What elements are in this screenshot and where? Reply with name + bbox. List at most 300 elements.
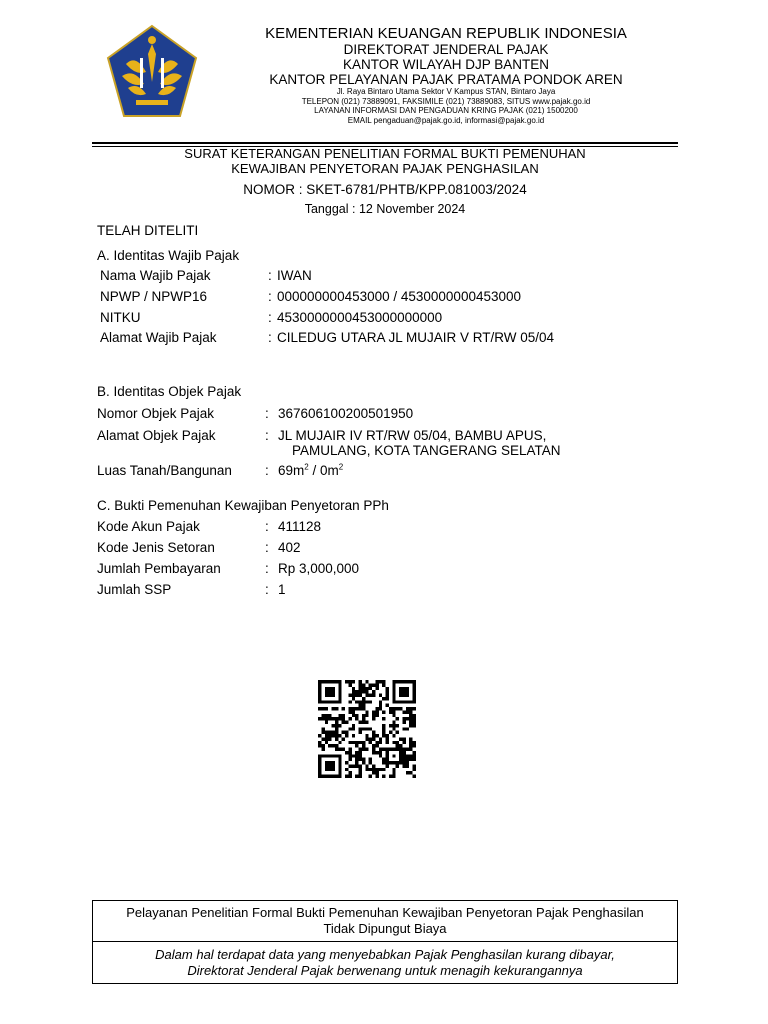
qr-module bbox=[352, 724, 355, 727]
qr-module bbox=[382, 680, 385, 683]
qr-module bbox=[362, 721, 365, 724]
qr-module bbox=[372, 744, 375, 747]
section-b-heading: B. Identitas Objek Pajak bbox=[97, 384, 242, 399]
qr-module bbox=[406, 748, 409, 751]
qr-module bbox=[359, 771, 362, 774]
document-number: NOMOR : SKET-6781/PHTB/KPP.081003/2024 bbox=[243, 182, 527, 197]
qr-module bbox=[379, 737, 382, 740]
qr-module bbox=[348, 775, 351, 778]
fee-notice-line2: Tidak Dipungut Biaya bbox=[323, 921, 447, 936]
qr-module bbox=[375, 771, 378, 774]
qr-module bbox=[359, 741, 362, 744]
qr-module bbox=[325, 700, 328, 703]
qr-module bbox=[392, 768, 395, 771]
qr-module bbox=[399, 761, 402, 764]
qr-module bbox=[338, 700, 341, 703]
qr-module bbox=[328, 744, 331, 747]
qr-module bbox=[365, 727, 368, 730]
qr-module bbox=[318, 758, 321, 761]
qr-module bbox=[352, 680, 355, 683]
qr-module bbox=[321, 727, 324, 730]
field-label: Kode Jenis Setoran bbox=[97, 540, 215, 555]
qr-module bbox=[355, 707, 358, 710]
qr-module bbox=[406, 700, 409, 703]
qr-module bbox=[325, 761, 328, 764]
qr-module bbox=[386, 754, 389, 757]
qr-module bbox=[386, 751, 389, 754]
qr-module bbox=[372, 771, 375, 774]
qr-module bbox=[386, 734, 389, 737]
qr-module bbox=[338, 683, 341, 686]
qr-module bbox=[332, 754, 335, 757]
disclaimer-line2: Direktorat Jenderal Pajak berwenang untuk menagih kekurangannya bbox=[187, 963, 583, 978]
qr-module bbox=[348, 758, 351, 761]
qr-module bbox=[413, 724, 416, 727]
field-label: Jumlah SSP bbox=[97, 582, 172, 597]
qr-module bbox=[396, 707, 399, 710]
qr-module bbox=[399, 687, 402, 690]
qr-module bbox=[399, 754, 402, 757]
qr-module bbox=[369, 768, 372, 771]
qr-module bbox=[386, 687, 389, 690]
qr-module bbox=[352, 694, 355, 697]
qr-module bbox=[413, 694, 416, 697]
qr-module bbox=[409, 717, 412, 720]
qr-module bbox=[399, 748, 402, 751]
qr-module bbox=[396, 741, 399, 744]
qr-module bbox=[332, 687, 335, 690]
qr-module bbox=[369, 741, 372, 744]
kemenkeu-logo bbox=[106, 24, 198, 120]
field-label: Nama Wajib Pajak bbox=[100, 268, 211, 283]
qr-module bbox=[413, 754, 416, 757]
qr-module bbox=[386, 764, 389, 767]
colon: : bbox=[268, 289, 272, 304]
qr-module bbox=[406, 687, 409, 690]
qr-module bbox=[321, 748, 324, 751]
qr-module bbox=[325, 754, 328, 757]
qr-module bbox=[402, 758, 405, 761]
qr-module bbox=[379, 768, 382, 771]
qr-module bbox=[355, 694, 358, 697]
qr-module bbox=[335, 737, 338, 740]
qr-module bbox=[342, 731, 345, 734]
qr-module bbox=[348, 700, 351, 703]
qr-module bbox=[369, 687, 372, 690]
qr-module bbox=[318, 694, 321, 697]
qr-module bbox=[399, 751, 402, 754]
qr-module bbox=[399, 744, 402, 747]
qr-module bbox=[348, 741, 351, 744]
qr-module bbox=[413, 744, 416, 747]
qr-module bbox=[325, 721, 328, 724]
superscript: 2 bbox=[304, 462, 309, 472]
qr-module bbox=[372, 751, 375, 754]
qr-module bbox=[332, 734, 335, 737]
qr-module bbox=[325, 687, 328, 690]
qr-module bbox=[325, 768, 328, 771]
qr-module bbox=[362, 744, 365, 747]
qr-module bbox=[409, 758, 412, 761]
qr-module bbox=[365, 721, 368, 724]
qr-module bbox=[389, 710, 392, 713]
qr-module bbox=[369, 775, 372, 778]
qr-module bbox=[359, 680, 362, 683]
qr-module bbox=[392, 727, 395, 730]
qr-module bbox=[332, 700, 335, 703]
qr-module bbox=[396, 748, 399, 751]
qr-module bbox=[382, 683, 385, 686]
field-value: Rp 3,000,000 bbox=[278, 561, 360, 576]
qr-module bbox=[321, 680, 324, 683]
qr-module bbox=[352, 734, 355, 737]
colon: : bbox=[268, 330, 272, 345]
qr-module bbox=[399, 680, 402, 683]
qr-module bbox=[396, 744, 399, 747]
qr-module bbox=[392, 680, 395, 683]
qr-module bbox=[392, 710, 395, 713]
field-label: Nomor Objek Pajak bbox=[97, 406, 215, 421]
qr-module bbox=[321, 731, 324, 734]
qr-module bbox=[345, 761, 348, 764]
qr-module bbox=[328, 717, 331, 720]
qr-module bbox=[328, 761, 331, 764]
qr-module bbox=[355, 764, 358, 767]
qr-module bbox=[375, 734, 378, 737]
qr-module bbox=[413, 775, 416, 778]
qr-module bbox=[335, 754, 338, 757]
qr-module bbox=[352, 707, 355, 710]
qr-module bbox=[375, 744, 378, 747]
qr-module bbox=[359, 731, 362, 734]
qr-module bbox=[362, 727, 365, 730]
qr-module bbox=[325, 775, 328, 778]
qr-module bbox=[413, 680, 416, 683]
qr-module bbox=[382, 710, 385, 713]
qr-module bbox=[338, 717, 341, 720]
colon: : bbox=[265, 428, 269, 443]
qr-module bbox=[338, 764, 341, 767]
qr-module bbox=[352, 690, 355, 693]
qr-module bbox=[325, 731, 328, 734]
qr-module bbox=[413, 700, 416, 703]
qr-module bbox=[392, 690, 395, 693]
qr-module bbox=[389, 707, 392, 710]
qr-module bbox=[362, 700, 365, 703]
qr-module bbox=[365, 710, 368, 713]
qr-module bbox=[332, 690, 335, 693]
qr-module bbox=[318, 683, 321, 686]
qr-module bbox=[375, 768, 378, 771]
qr-module bbox=[402, 690, 405, 693]
qr-module bbox=[409, 700, 412, 703]
qr-module bbox=[335, 744, 338, 747]
qr-module bbox=[372, 694, 375, 697]
qr-module bbox=[359, 690, 362, 693]
qr-module bbox=[321, 714, 324, 717]
qr-module bbox=[348, 694, 351, 697]
office-phone: TELEPON (021) 73889091, FAKSIMILE (021) 73889083, SITUS www.pajak.go.id bbox=[301, 96, 591, 106]
qr-module bbox=[409, 707, 412, 710]
qr-module bbox=[382, 761, 385, 764]
qr-module bbox=[382, 748, 385, 751]
separator: / bbox=[308, 463, 320, 478]
qr-module bbox=[402, 754, 405, 757]
field-label: NITKU bbox=[100, 310, 141, 325]
qr-module bbox=[382, 734, 385, 737]
colon: : bbox=[268, 310, 272, 325]
qr-module bbox=[389, 731, 392, 734]
qr-module bbox=[399, 737, 402, 740]
qr-module bbox=[338, 697, 341, 700]
qr-module bbox=[362, 717, 365, 720]
qr-module bbox=[355, 700, 358, 703]
qr-module bbox=[396, 764, 399, 767]
qr-module bbox=[409, 744, 412, 747]
qr-module bbox=[413, 751, 416, 754]
qr-module bbox=[338, 741, 341, 744]
qr-module bbox=[402, 680, 405, 683]
qr-module bbox=[382, 724, 385, 727]
qr-module bbox=[348, 707, 351, 710]
qr-module bbox=[318, 775, 321, 778]
qr-module bbox=[348, 727, 351, 730]
qr-module bbox=[409, 737, 412, 740]
qr-module bbox=[379, 700, 382, 703]
qr-module bbox=[355, 775, 358, 778]
qr-module bbox=[379, 694, 382, 697]
qr-module bbox=[386, 748, 389, 751]
qr-module bbox=[379, 741, 382, 744]
qr-module bbox=[402, 737, 405, 740]
field-value: 402 bbox=[278, 540, 301, 555]
qr-module bbox=[406, 690, 409, 693]
qr-module bbox=[396, 717, 399, 720]
field-label: NPWP / NPWP16 bbox=[100, 289, 208, 304]
qr-module bbox=[372, 734, 375, 737]
qr-module bbox=[342, 714, 345, 717]
qr-module bbox=[328, 680, 331, 683]
qr-module bbox=[318, 771, 321, 774]
qr-module bbox=[413, 717, 416, 720]
qr-module bbox=[332, 717, 335, 720]
field-value: 4530000000453000000000 bbox=[277, 310, 443, 325]
qr-module bbox=[409, 748, 412, 751]
qr-module bbox=[348, 717, 351, 720]
qr-module bbox=[335, 734, 338, 737]
qr-module bbox=[348, 710, 351, 713]
qr-module bbox=[369, 700, 372, 703]
colon: : bbox=[268, 268, 272, 283]
qr-module bbox=[328, 775, 331, 778]
qr-module bbox=[372, 717, 375, 720]
qr-module bbox=[369, 727, 372, 730]
colon: : bbox=[265, 463, 269, 478]
qr-module bbox=[342, 748, 345, 751]
qr-module bbox=[318, 680, 321, 683]
qr-module bbox=[409, 754, 412, 757]
qr-module bbox=[365, 714, 368, 717]
colon: : bbox=[265, 582, 269, 597]
qr-module bbox=[406, 717, 409, 720]
qr-module bbox=[382, 697, 385, 700]
qr-module bbox=[359, 683, 362, 686]
qr-module bbox=[348, 754, 351, 757]
qr-module bbox=[372, 731, 375, 734]
qr-module bbox=[399, 707, 402, 710]
qr-module bbox=[379, 754, 382, 757]
qr-module bbox=[392, 687, 395, 690]
colon: : bbox=[265, 406, 269, 421]
qr-module bbox=[389, 748, 392, 751]
qr-module bbox=[359, 700, 362, 703]
qr-module bbox=[375, 707, 378, 710]
qr-module bbox=[325, 734, 328, 737]
qr-module bbox=[355, 717, 358, 720]
qr-module bbox=[392, 724, 395, 727]
qr-module bbox=[369, 758, 372, 761]
qr-module bbox=[325, 714, 328, 717]
qr-module bbox=[325, 717, 328, 720]
qr-module bbox=[392, 714, 395, 717]
qr-module bbox=[406, 761, 409, 764]
qr-module bbox=[318, 764, 321, 767]
qr-module bbox=[402, 764, 405, 767]
field-label: Luas Tanah/Bangunan bbox=[97, 463, 232, 478]
qr-module bbox=[392, 761, 395, 764]
qr-module bbox=[359, 704, 362, 707]
qr-module bbox=[369, 694, 372, 697]
qr-module bbox=[396, 761, 399, 764]
qr-module bbox=[365, 768, 368, 771]
tax-office-name: KANTOR PELAYANAN PAJAK PRATAMA PONDOK AREN bbox=[269, 72, 623, 87]
qr-module bbox=[342, 707, 345, 710]
qr-module bbox=[386, 737, 389, 740]
disclaimer-box bbox=[92, 941, 678, 984]
qr-module bbox=[338, 771, 341, 774]
qr-module bbox=[335, 680, 338, 683]
qr-module bbox=[318, 717, 321, 720]
qr-module bbox=[389, 775, 392, 778]
qr-module bbox=[375, 683, 378, 686]
qr-module bbox=[348, 751, 351, 754]
qr-module bbox=[375, 680, 378, 683]
qr-module bbox=[389, 761, 392, 764]
qr-module bbox=[392, 754, 395, 757]
qr-module bbox=[362, 697, 365, 700]
qr-module bbox=[359, 707, 362, 710]
qr-module bbox=[321, 717, 324, 720]
section-a-heading: A. Identitas Wajib Pajak bbox=[97, 248, 240, 263]
qr-module bbox=[406, 727, 409, 730]
qr-module bbox=[365, 764, 368, 767]
qr-module bbox=[338, 734, 341, 737]
qr-module bbox=[382, 717, 385, 720]
qr-module bbox=[345, 734, 348, 737]
qr-module bbox=[332, 764, 335, 767]
qr-module bbox=[321, 707, 324, 710]
field-value: 1 bbox=[278, 582, 286, 597]
office-address: Jl. Raya Bintaro Utama Sektor V Kampus STAN, Bintaro Jaya bbox=[336, 87, 556, 96]
qr-module bbox=[328, 737, 331, 740]
qr-module bbox=[406, 707, 409, 710]
qr-module bbox=[348, 683, 351, 686]
qr-module bbox=[409, 680, 412, 683]
qr-module bbox=[338, 775, 341, 778]
qr-module bbox=[338, 768, 341, 771]
telah-diteliti-label: TELAH DITELITI bbox=[97, 223, 199, 238]
qr-module bbox=[332, 775, 335, 778]
qr-module bbox=[392, 775, 395, 778]
qr-module bbox=[355, 744, 358, 747]
qr-module bbox=[335, 748, 338, 751]
qr-module bbox=[409, 741, 412, 744]
qr-module bbox=[386, 758, 389, 761]
qr-module bbox=[359, 751, 362, 754]
qr-module bbox=[402, 751, 405, 754]
section-a-table bbox=[100, 268, 620, 348]
qr-module bbox=[352, 714, 355, 717]
qr-module bbox=[409, 710, 412, 713]
qr-module bbox=[396, 731, 399, 734]
qr-module bbox=[348, 771, 351, 774]
qr-module bbox=[355, 751, 358, 754]
qr-module bbox=[396, 724, 399, 727]
qr-module bbox=[332, 724, 335, 727]
qr-module bbox=[328, 690, 331, 693]
qr-module bbox=[345, 721, 348, 724]
qr-module bbox=[345, 751, 348, 754]
qr-module bbox=[321, 754, 324, 757]
qr-module bbox=[345, 731, 348, 734]
qr-module bbox=[359, 748, 362, 751]
qr-module bbox=[375, 687, 378, 690]
qr-module bbox=[386, 694, 389, 697]
qr-module bbox=[328, 734, 331, 737]
qr-module bbox=[328, 731, 331, 734]
qr-module bbox=[413, 764, 416, 767]
section-c-heading: C. Bukti Pemenuhan Kewajiban Penyetoran PPh bbox=[97, 498, 389, 513]
qr-module bbox=[379, 707, 382, 710]
qr-module bbox=[325, 741, 328, 744]
qr-module bbox=[345, 775, 348, 778]
field-value-line2: PAMULANG, KOTA TANGERANG SELATAN bbox=[292, 443, 561, 458]
qr-module bbox=[382, 727, 385, 730]
info-service: LAYANAN INFORMASI DAN PENGADUAN KRING PAJAK (021) 1500200 bbox=[314, 106, 578, 115]
qr-code[interactable] bbox=[316, 680, 418, 778]
qr-module bbox=[328, 768, 331, 771]
qr-module bbox=[392, 771, 395, 774]
qr-module bbox=[325, 764, 328, 767]
qr-module bbox=[396, 700, 399, 703]
qr-module bbox=[359, 764, 362, 767]
qr-module bbox=[379, 748, 382, 751]
qr-module bbox=[402, 761, 405, 764]
qr-module bbox=[362, 690, 365, 693]
qr-module bbox=[375, 741, 378, 744]
qr-module bbox=[375, 751, 378, 754]
qr-module bbox=[365, 700, 368, 703]
qr-module bbox=[352, 741, 355, 744]
qr-module bbox=[402, 700, 405, 703]
qr-module bbox=[402, 727, 405, 730]
qr-module bbox=[382, 758, 385, 761]
qr-module bbox=[402, 748, 405, 751]
qr-module bbox=[372, 714, 375, 717]
qr-module bbox=[335, 731, 338, 734]
qr-module bbox=[325, 694, 328, 697]
field-value: 411128 bbox=[278, 519, 322, 534]
